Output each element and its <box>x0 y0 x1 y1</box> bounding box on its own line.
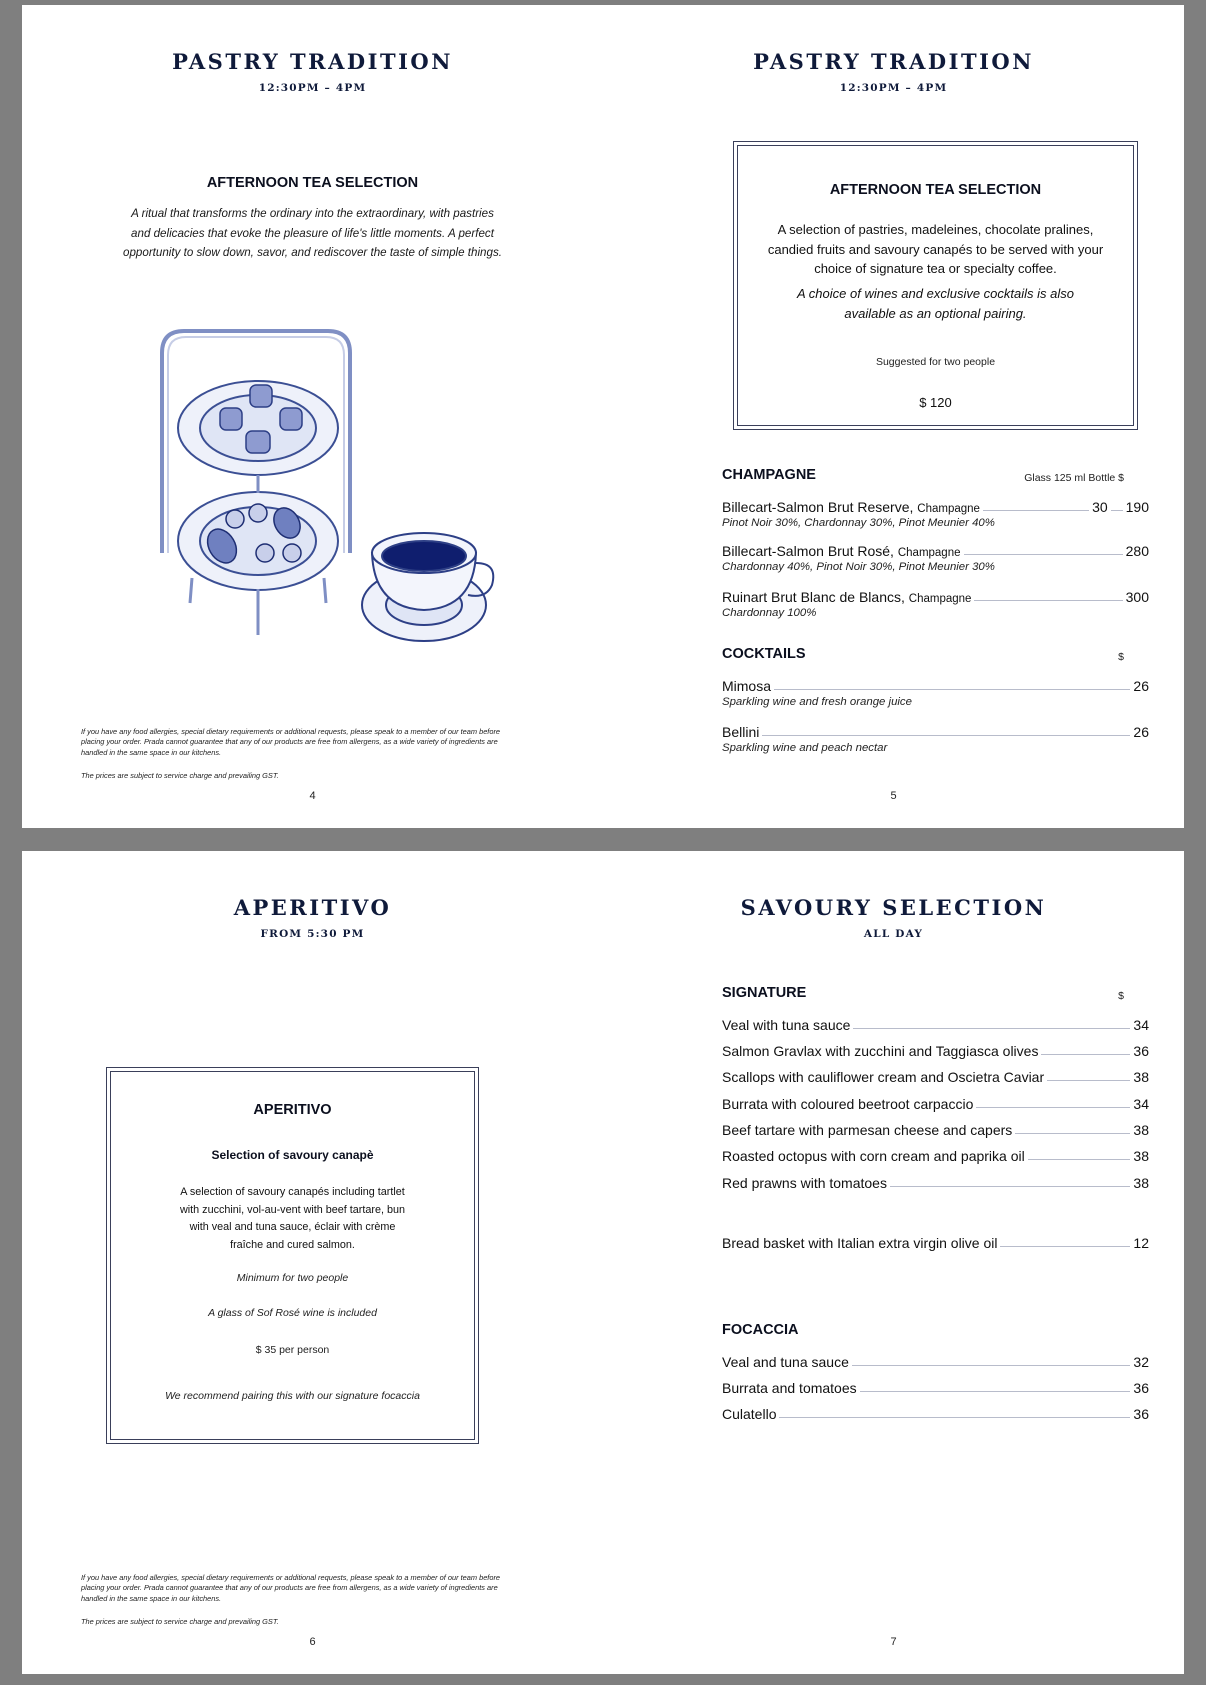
bottle-price: 300 <box>1125 589 1149 605</box>
item-name: Ruinart Brut Blanc de Blancs, <box>722 589 905 605</box>
menu-item <box>722 543 1149 573</box>
page-title: PASTRY TRADITION <box>172 49 453 74</box>
menu-item <box>722 1175 1149 1191</box>
item-price: 26 <box>1133 724 1149 740</box>
leader-dots <box>1000 1246 1130 1247</box>
item-origin: Champagne <box>908 593 972 605</box>
item-name: Roasted octopus with corn cream and paprika oil <box>722 1148 1025 1164</box>
item-price: 34 <box>1133 1017 1149 1033</box>
item-name: Scallops with cauliflower cream and Oscietra Caviar <box>722 1069 1045 1085</box>
box-included: A glass of Sof Rosé wine is included <box>208 1307 377 1319</box>
item-price: 34 <box>1133 1096 1149 1112</box>
box-price: $ 120 <box>919 395 952 410</box>
box-price: $ 35 per person <box>255 1344 330 1356</box>
leader-dots <box>964 554 1123 555</box>
leader-dots <box>890 1186 1130 1187</box>
item-name: Billecart-Salmon Brut Rosé, <box>722 543 894 559</box>
intro-paragraph: A ritual that transforms the ordinary into the extraordinary, with pastries and delicacies that evoke the pleasure of life's little moments. A perfect opportunity to slow down, savor, and rediscover the taste of simple things. <box>123 207 502 259</box>
section-heading-focaccia: FOCACCIA <box>722 1322 799 1338</box>
leader-dots <box>974 600 1122 601</box>
menu-item <box>722 1096 1149 1112</box>
menu-item <box>722 589 1149 619</box>
menu-page-5 <box>603 5 1184 828</box>
box-subheading: Selection of savoury canapè <box>211 1148 374 1162</box>
item-name: Mimosa <box>722 678 772 694</box>
menu-item <box>722 678 1149 708</box>
spread-top <box>22 5 1184 828</box>
section-heading-champagne: CHAMPAGNE <box>722 467 816 483</box>
page-title: APERITIVO <box>233 895 392 920</box>
page-number: 6 <box>309 1636 316 1648</box>
box-minimum: Minimum for two people <box>236 1272 349 1284</box>
leader-dots <box>853 1028 1130 1029</box>
menu-item <box>722 1069 1149 1085</box>
leader-dots <box>779 1417 1130 1418</box>
menu-item <box>722 1354 1149 1370</box>
item-price: 38 <box>1133 1122 1149 1138</box>
item-description: Sparkling wine and fresh orange juice <box>722 696 912 708</box>
leader-dots <box>774 689 1130 690</box>
menu-item <box>722 724 1149 754</box>
box-suggested: Suggested for two people <box>875 356 996 368</box>
menu-page-7 <box>603 851 1184 1674</box>
item-name: Red prawns with tomatoes <box>722 1175 887 1191</box>
bottle-price: 280 <box>1125 543 1149 559</box>
prices-note: The prices are subject to service charge and prevailing GST. <box>81 771 279 780</box>
page-number: 4 <box>309 790 316 802</box>
menu-item <box>722 1043 1149 1059</box>
signature-unit-header: $ <box>1118 990 1124 1002</box>
page-title: PASTRY TRADITION <box>753 49 1034 74</box>
item-description: Chardonnay 40%, Pinot Noir 30%, Pinot Meunier 30% <box>722 561 995 573</box>
page-number: 7 <box>890 1636 897 1648</box>
afternoon-tea-stand-illustration <box>132 323 512 663</box>
section-heading: AFTERNOON TEA SELECTION <box>206 175 419 191</box>
menu-page-6 <box>22 851 603 1674</box>
page-subtitle: FROM 5:30 PM <box>260 928 365 940</box>
item-name: Salmon Gravlax with zucchini and Taggiasca olives <box>722 1043 1039 1059</box>
menu-item <box>722 1017 1149 1033</box>
item-price: 26 <box>1133 678 1149 694</box>
aperitivo-box <box>106 1067 479 1444</box>
leader-dots <box>860 1391 1131 1392</box>
menu-item <box>722 1406 1149 1422</box>
leader-dots <box>852 1365 1131 1366</box>
menu-item-bread <box>722 1235 1149 1251</box>
spread-bottom <box>22 851 1184 1674</box>
leader-dots <box>1047 1080 1130 1081</box>
leader-dots <box>983 510 1089 511</box>
item-name: Bellini <box>722 724 760 740</box>
item-description: Chardonnay 100% <box>722 607 817 619</box>
leader-dots <box>1111 510 1123 511</box>
item-name: Veal with tuna sauce <box>722 1017 851 1033</box>
item-price: 12 <box>1133 1235 1149 1251</box>
allergy-note: If you have any food allergies, special dietary requirements or additional requests, please speak to a member of our team before placing your order. Prada cannot guarantee that any of our products are free from allergens, as a wide variety of ingredients are handled in the same space in our kitchens. <box>81 1573 501 1603</box>
champagne-unit-header: Glass 125 ml Bottle $ <box>1024 472 1124 484</box>
leader-dots <box>1028 1159 1131 1160</box>
box-description: A selection of savoury canapés including tartlet with zucchini, vol-au-vent with beef tartare, bun with veal and tuna sauce, éclair with crème fraîche and cured salmon. <box>179 1186 406 1251</box>
item-price: 32 <box>1133 1354 1149 1370</box>
box-heading: APERITIVO <box>253 1102 332 1118</box>
item-price: 38 <box>1133 1069 1149 1085</box>
page-subtitle: 12:30PM – 4PM <box>839 82 948 94</box>
item-origin: Champagne <box>917 503 980 515</box>
box-pairing-note: A choice of wines and exclusive cocktails is also available as an optional pairing. <box>797 286 1074 321</box>
item-name: Culatello <box>722 1406 777 1422</box>
page-subtitle: ALL DAY <box>863 928 924 940</box>
item-description: Sparkling wine and peach nectar <box>722 742 888 754</box>
menu-item <box>722 1122 1149 1138</box>
box-recommend: We recommend pairing this with our signature focaccia <box>165 1390 420 1402</box>
item-name: Billecart-Salmon Brut Reserve, <box>722 499 914 515</box>
box-heading: AFTERNOON TEA SELECTION <box>829 182 1042 198</box>
leader-dots <box>762 735 1130 736</box>
prices-note: The prices are subject to service charge and prevailing GST. <box>81 1617 279 1626</box>
section-heading-cocktails: COCKTAILS <box>722 646 806 662</box>
item-origin: Champagne <box>897 547 961 559</box>
glass-price: 30 <box>1092 499 1108 515</box>
item-price: 36 <box>1133 1043 1149 1059</box>
bottle-price: 190 <box>1125 499 1149 515</box>
menu-item <box>722 1380 1149 1396</box>
leader-dots <box>1041 1054 1130 1055</box>
menu-page-4 <box>22 5 603 828</box>
item-price: 38 <box>1133 1148 1149 1164</box>
item-price: 36 <box>1133 1406 1149 1422</box>
page-number: 5 <box>890 790 897 802</box>
allergy-note: If you have any food allergies, special dietary requirements or additional requests, please speak to a member of our team before placing your order. Prada cannot guarantee that any of our products are free from allergens, as a wide variety of ingredients are handled in the same space in our kitchens. <box>81 727 501 757</box>
page-subtitle: 12:30PM – 4PM <box>258 82 367 94</box>
leader-dots <box>1015 1133 1130 1134</box>
item-name: Veal and tuna sauce <box>722 1354 849 1370</box>
item-price: 38 <box>1133 1175 1149 1191</box>
item-name: Beef tartare with parmesan cheese and capers <box>722 1122 1013 1138</box>
menu-item <box>722 1148 1149 1164</box>
section-heading-signature: SIGNATURE <box>722 985 807 1001</box>
item-name: Bread basket with Italian extra virgin olive oil <box>722 1235 998 1251</box>
item-name: Burrata and tomatoes <box>722 1380 857 1396</box>
afternoon-tea-box <box>733 141 1138 430</box>
item-name: Burrata with coloured beetroot carpaccio <box>722 1096 974 1112</box>
item-price: 36 <box>1133 1380 1149 1396</box>
box-description: A selection of pastries, madeleines, chocolate pralines, candied fruits and savoury canapés to be served with your choice of signature tea or specialty coffee. <box>767 222 1104 276</box>
menu-item <box>722 499 1149 529</box>
cocktails-unit-header: $ <box>1118 651 1124 663</box>
page-title: SAVOURY SELECTION <box>740 895 1047 920</box>
leader-dots <box>976 1107 1130 1108</box>
item-description: Pinot Noir 30%, Chardonnay 30%, Pinot Meunier 40% <box>722 517 995 529</box>
